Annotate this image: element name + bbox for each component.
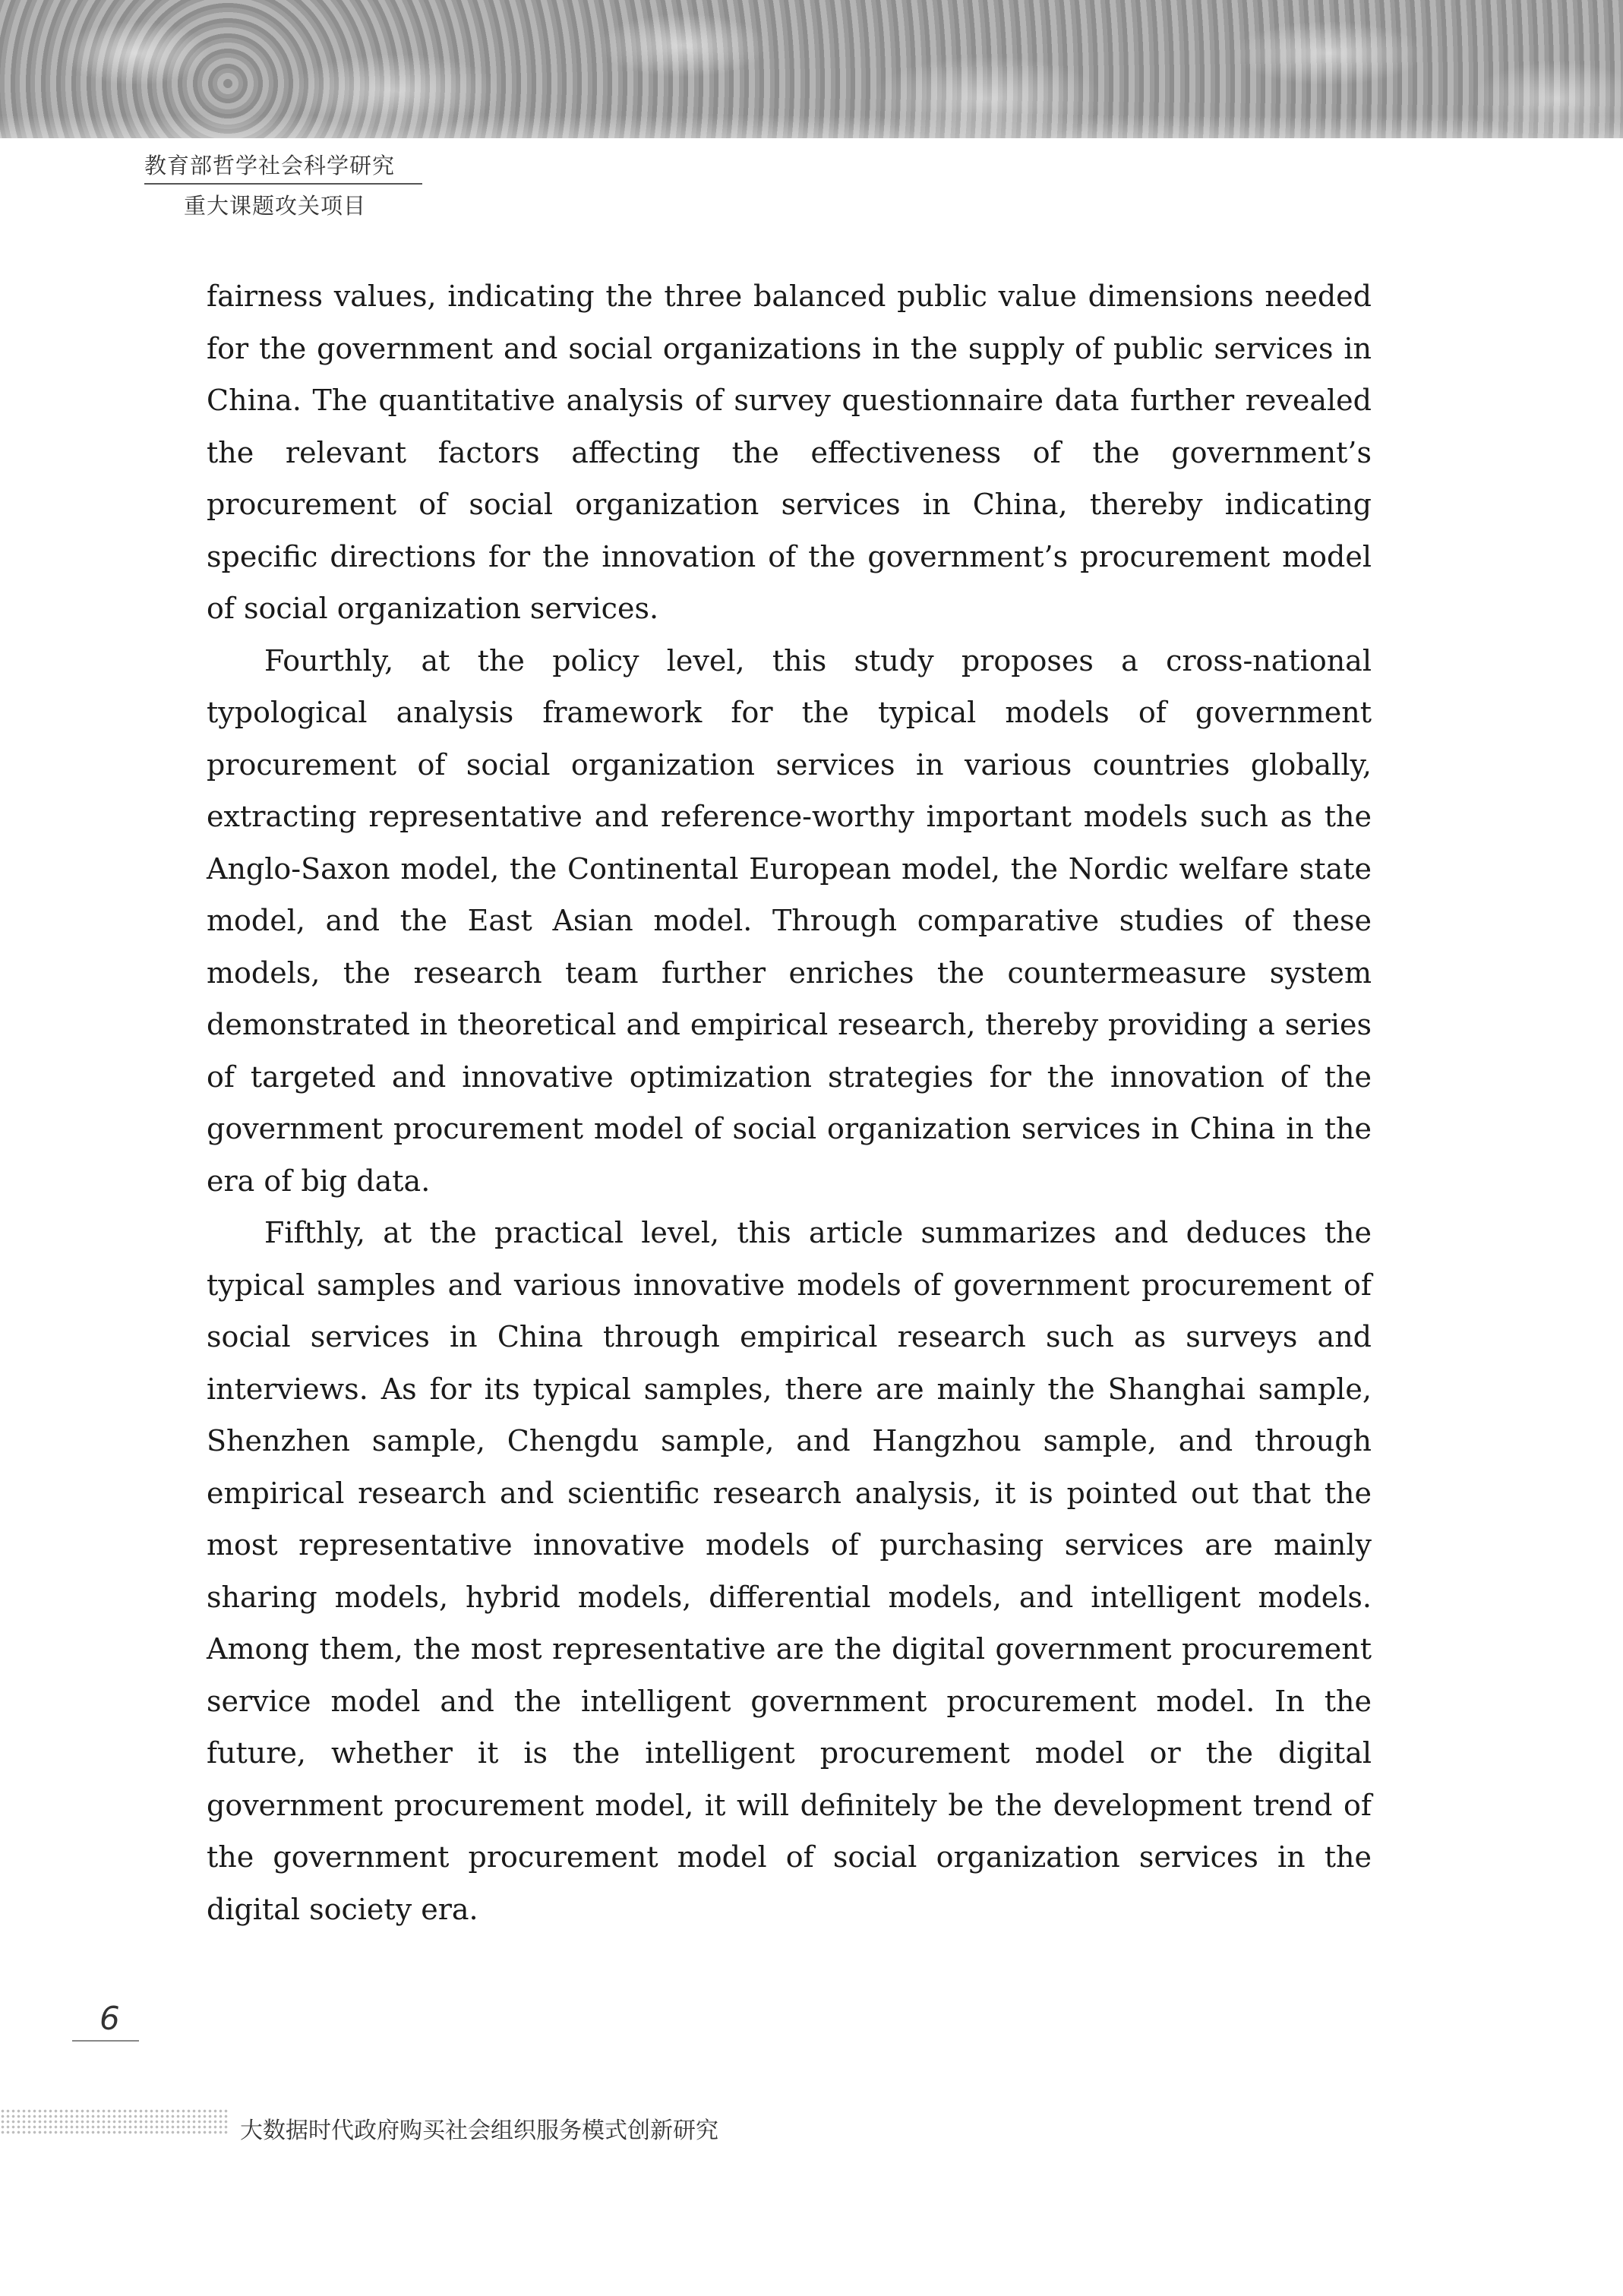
- paragraph-continued: fairness values, indicating the three balanced public value dimensions needed for the government and social organizations in the supply of public services in China. The quantitative analysis of survey questionnaire data further revealed the relevant factors affecting the effectiveness of the government’s procurement of social organization services in China, thereby indicating specific directions for the innovation of the government’s procurement model of social organization services.: [207, 279, 1372, 625]
- series-title: [144, 149, 422, 220]
- body-text: [207, 270, 1372, 1935]
- paragraph-fourthly: Fourthly, at the policy level, this study proposes a cross-national typological analysis framework for the typical models of government procurement of social organization services in various countries globally, extracting representative and reference-worthy important models such as the Anglo-Saxon model, the Continental European model, the Nordic welfare state model, and the East Asian model. Through comparative studies of these models, the research team further enriches the countermeasure system demonstrated in theoretical and empirical research, thereby providing a series of targeted and innovative optimization strategies for the innovation of the government procurement model of social organization services in China in the era of big data.: [207, 643, 1372, 1198]
- paragraph-fifthly: Fifthly, at the practical level, this article summarizes and deduces the typical samples and various innovative models of government procurement of social services in China through empirical research such as surveys and interviews. As for its typical samples, there are mainly the Shanghai sample, Shenzhen sample, Chengdu sample, and Hangzhou sample, and through empirical research and scientific research analysis, it is pointed out that the most representative innovative models of purchasing services are mainly sharing models, hybrid models, differential models, and intelligent models. Among them, the most representative are the digital government procurement service model and the intelligent government procurement model. In the future, whether it is the intelligent procurement model or the digital government procurement model, it will definitely be the development trend of the government procurement model of social organization services in the digital society era.: [207, 1216, 1372, 1926]
- header-cloud-banner: [0, 0, 1623, 138]
- book-title: 大数据时代政府购买社会组织服务模式创新研究: [240, 2118, 718, 2144]
- series-title-line2: 重大课题攻关项目: [184, 193, 367, 219]
- series-title-line1: 教育部哲学社会科学研究: [144, 149, 422, 185]
- footer-dot-pattern: [0, 2108, 228, 2134]
- page-number: 6: [72, 1998, 139, 2042]
